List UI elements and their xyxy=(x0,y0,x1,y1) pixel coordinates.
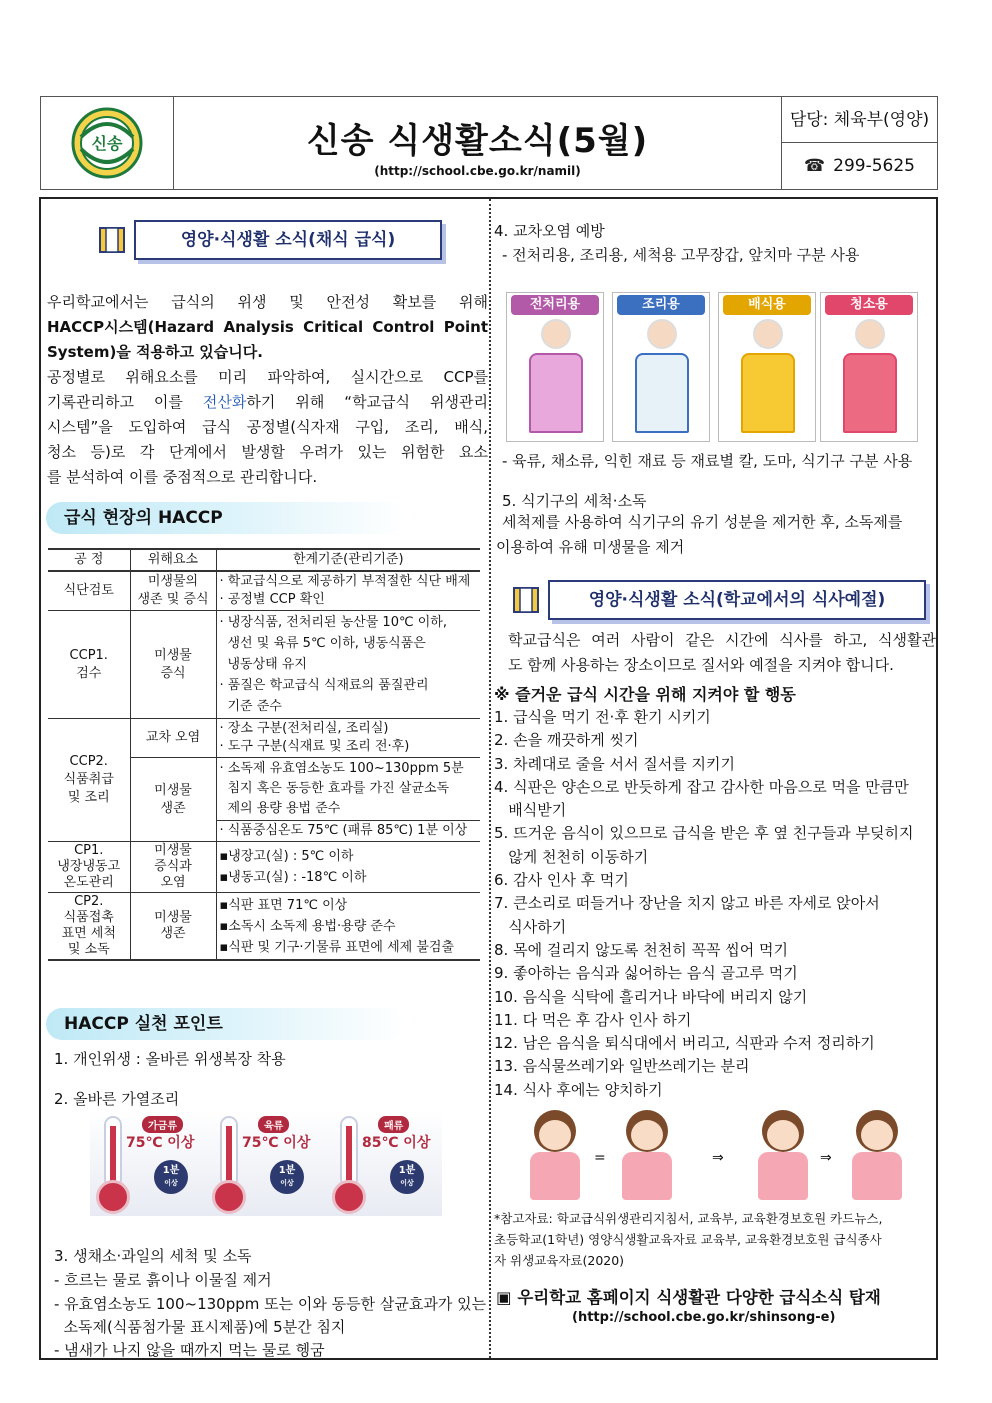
time-sub: 이상 xyxy=(164,1179,178,1187)
thermometer-bulb xyxy=(212,1180,246,1214)
criteria-line: · 학교급식으로 제공하기 부적절한 식단 배제 xyxy=(219,574,471,589)
food-tag: 패류 xyxy=(378,1116,409,1133)
point-3-item: - 흐르는 물로 흙이나 이물질 제거 xyxy=(54,1271,272,1289)
phone-box xyxy=(782,143,937,189)
rule-item: 9. 좋아하는 음식과 싫어하는 음식 골고루 먹기 xyxy=(494,964,798,983)
criteria-cell xyxy=(216,842,480,893)
school-logo xyxy=(41,97,174,189)
point-4-sub: - 전처리용, 조리용, 세척용 고무장갑, 앞치마 구분 사용 xyxy=(502,246,860,264)
temperature-label: 75℃ 이상 xyxy=(126,1135,195,1151)
criteria-cell xyxy=(216,611,480,719)
gown-card xyxy=(718,292,816,442)
worker-head xyxy=(855,319,885,349)
rule-item: 14. 식사 후에는 양치하기 xyxy=(494,1080,663,1099)
footer-title: ▣ 우리학교 홈페이지 식생활관 다양한 급식소식 탑재 xyxy=(496,1288,881,1307)
rule-item: 7. 큰소리로 떠들거나 장난을 치지 않고 바른 자세로 앉아서 xyxy=(494,894,880,913)
point-3: 3. 생채소·과일의 세척 및 소독 xyxy=(54,1247,252,1265)
apron xyxy=(529,353,583,433)
sequence-arrow: ⇒ xyxy=(712,1150,724,1166)
time-sub: 이상 xyxy=(280,1179,294,1187)
point-5-text xyxy=(496,510,934,560)
process-cell: CP1. 냉장냉동고 온도관리 xyxy=(48,842,130,893)
banner-etiquette xyxy=(548,580,926,620)
thermometer-bulb xyxy=(332,1180,366,1214)
kid-illustration xyxy=(748,1110,818,1202)
rules-title: ※ 즐거운 급식 시간을 위해 지켜야 할 행동 xyxy=(494,685,796,704)
reference xyxy=(494,1208,936,1271)
criteria-line: ▪냉장고(실) : 5℃ 이하 xyxy=(219,849,354,864)
reference-line: *참고자료: 학교급식위생관리지침서, 교육부, 교육환경보호원 카드뉴스, xyxy=(494,1211,883,1226)
reference-line: 자 위생교육자료(2020) xyxy=(494,1253,625,1268)
column-header: 한계기준(관리기준) xyxy=(216,549,480,571)
criteria-cell xyxy=(216,571,480,611)
time-badge xyxy=(154,1160,188,1194)
food-tag: 육류 xyxy=(258,1116,289,1133)
apron xyxy=(843,353,897,433)
process-cell: 식단검토 xyxy=(48,571,130,611)
intro-line: 시스템”을 도입하여 급식 공정별(식자재 구입, 조리, 배식, xyxy=(47,418,488,436)
criteria-cell xyxy=(216,758,480,821)
phone-number: 299-5625 xyxy=(833,156,916,176)
rule-item: 2. 손을 깨끗하게 씻기 xyxy=(494,731,639,750)
rule-item: 11. 다 먹은 후 감사 인사 하기 xyxy=(494,1010,692,1029)
hazard-cell: 미생물 생존 xyxy=(130,758,216,842)
criteria-line: · 도구 구분(식재료 및 조리 전·후) xyxy=(219,739,410,754)
hazard-cell: 미생물의 생존 및 증식 xyxy=(130,571,216,611)
notepad-icon xyxy=(506,580,546,620)
thermometer-tube xyxy=(104,1116,122,1188)
table-row xyxy=(48,611,480,719)
rule-item: 8. 목에 걸리지 않도록 천천히 꼭꼭 씹어 먹기 xyxy=(494,940,789,959)
intro-line: 청소 등)로 각 단계에서 발생할 우려가 있는 위험한 요소 xyxy=(47,443,488,461)
point-4: 4. 교차오염 예방 xyxy=(494,222,605,240)
point-3-item: - 유효염소농도 100~130ppm 또는 이와 동등한 살균효과가 있는 xyxy=(54,1295,487,1313)
gown-label: 전처리용 xyxy=(511,295,599,315)
table-row xyxy=(48,571,480,611)
thermometer xyxy=(332,1112,442,1212)
highlight-word: 전산화 xyxy=(202,393,247,411)
point-3-item: - 냄새가 나지 않을 때까지 먹는 물로 헹굼 xyxy=(54,1341,325,1359)
rules-list xyxy=(494,706,934,1102)
criteria-cell xyxy=(216,893,480,961)
rule-item: 5. 뜨거운 음식이 있으므로 급식을 받은 후 옆 친구들과 부딪히지 xyxy=(494,824,914,843)
etiquette-line: 도 함께 사용하는 장소이므로 질서와 예절을 지켜야 합니다. xyxy=(508,656,894,674)
reference-line: 초등학교(1학년) 영양식생활교육자료 교육부, 교육환경보호원 급식종사 xyxy=(494,1232,882,1247)
criteria-line: ▪냉동고(실) : -18℃ 이하 xyxy=(219,870,367,885)
point-3-item: 소독제(식품첨가물 표시제품)에 5분간 침지 xyxy=(54,1318,346,1336)
worker-head xyxy=(753,319,783,349)
criteria-line: · 식품중심온도 75℃ (패류 85℃) 1분 이상 xyxy=(219,823,468,838)
kid-illustration xyxy=(842,1110,912,1202)
criteria-line: · 품질은 학교급식 식재료의 품질관리 xyxy=(219,678,429,693)
point-5-line: 세척제를 사용하여 식기구의 유기 성분을 제거한 후, 소독제를 xyxy=(502,513,903,531)
temperature-label: 85℃ 이상 xyxy=(362,1135,431,1151)
gown-label: 조리용 xyxy=(617,295,705,315)
point-5-line: 이용하여 유해 미생물을 제거 xyxy=(496,538,685,556)
gown-label: 배식용 xyxy=(723,295,811,315)
criteria-line: · 냉장식품, 전처리된 농산물 10℃ 이하, xyxy=(219,615,447,630)
criteria-line: ▪소독시 소독제 용법·용량 준수 xyxy=(219,918,396,934)
rule-item: 4. 식판은 양손으로 반듯하게 잡고 감사한 마음으로 먹을 만큼만 xyxy=(494,777,909,796)
phone-icon: ☎ xyxy=(803,156,826,176)
time-value: 1분 xyxy=(398,1165,416,1176)
school-emblem-icon xyxy=(41,97,174,189)
thermometer xyxy=(96,1112,206,1212)
rule-item: 않게 천천히 이동하기 xyxy=(494,847,649,866)
rule-item: 6. 감사 인사 후 먹기 xyxy=(494,871,629,890)
intro-paragraph xyxy=(47,290,488,490)
criteria-line: 냉동상태 유지 xyxy=(227,657,307,672)
sequence-arrow: = xyxy=(594,1150,606,1166)
worker-head xyxy=(647,319,677,349)
criteria-cell xyxy=(216,719,480,758)
criteria-line: 기준 준수 xyxy=(227,699,282,714)
thermometer-bulb xyxy=(96,1180,130,1214)
page-title: 신송 식생활소식(5월) xyxy=(306,121,649,161)
intro-line: 공정별로 위해요소를 미리 파악하여, 실시간으로 CCP를 xyxy=(47,368,488,386)
kid-illustration xyxy=(520,1110,590,1202)
criteria-line: 제의 용량 용법 준수 xyxy=(227,801,341,816)
gown-card xyxy=(820,292,918,442)
criteria-line: 침지 혹은 동등한 효과를 가진 살균소독 xyxy=(227,781,450,796)
apron xyxy=(635,353,689,433)
time-value: 1분 xyxy=(162,1165,180,1176)
gown-card xyxy=(506,292,604,442)
thermometer-tube xyxy=(220,1116,238,1188)
point-5: 5. 식기구의 세척·소독 xyxy=(502,492,647,510)
time-value: 1분 xyxy=(278,1165,296,1176)
intro-line: 기록관리하고 이를 전산화하기 위해 “학교급식 위생관리 xyxy=(47,393,488,411)
rule-item: 12. 남은 음식을 퇴식대에서 버리고, 식판과 수저 정리하기 xyxy=(494,1034,875,1053)
gown-label: 청소용 xyxy=(825,295,913,315)
apron xyxy=(741,353,795,433)
rule-item: 1. 급식을 먹기 전·후 환기 시키기 xyxy=(494,708,711,726)
hazard-cell: 미생물 증식 xyxy=(130,611,216,719)
process-cell: CCP1. 검수 xyxy=(48,611,130,719)
column-header: 공 정 xyxy=(48,549,130,571)
title-box xyxy=(174,97,782,189)
kid-illustration xyxy=(612,1110,682,1202)
etiquette-intro xyxy=(508,628,936,678)
staff-label: 담당: 체육부(영양) xyxy=(782,97,937,143)
food-tag: 가금류 xyxy=(142,1116,183,1133)
table-row xyxy=(48,719,480,758)
intro-line: HACCP시스템(Hazard Analysis Critical Control Point xyxy=(47,318,488,336)
time-badge xyxy=(390,1160,424,1194)
column-header: 위해요소 xyxy=(130,549,216,571)
worker-head xyxy=(541,319,571,349)
footer-url: (http://school.cbe.go.kr/shinsong-e) xyxy=(572,1310,836,1325)
rule-item: 3. 차례대로 줄을 서서 질서를 지키기 xyxy=(494,754,736,773)
thermometer xyxy=(212,1112,322,1212)
criteria-line: 생선 및 육류 5℃ 이하, 냉동식품은 xyxy=(227,636,426,651)
newsletter-header xyxy=(40,96,938,190)
section-haccp-site: 급식 현장의 HACCP xyxy=(46,502,406,534)
criteria-line: · 공정별 CCP 확인 xyxy=(219,592,325,607)
point-4-sub2: - 육류, 채소류, 익힌 재료 등 재료별 칼, 도마, 식기구 구분 사용 xyxy=(502,452,913,470)
logo-text: 신송 xyxy=(91,134,123,153)
thermometer-tube xyxy=(340,1116,358,1188)
criteria-line: ▪식판 및 기구·기물류 표면에 세제 불검출 xyxy=(219,939,455,955)
rule-item: 13. 음식물쓰레기와 일반쓰레기는 분리 xyxy=(494,1057,750,1076)
header-url: (http://school.cbe.go.kr/namil) xyxy=(374,164,581,178)
banner-text: 영양·식생활 소식(채식 급식) xyxy=(180,230,396,250)
criteria-cell xyxy=(216,821,480,842)
hazard-cell: 미생물 생존 xyxy=(130,893,216,961)
rule-item: 10. 음식을 식탁에 흘리거나 바닥에 버리지 않기 xyxy=(494,987,808,1006)
table-row xyxy=(48,842,480,893)
notepad-icon xyxy=(92,220,132,260)
banner-text: 영양·식생활 소식(학교에서의 식사예절) xyxy=(588,590,886,610)
hazard-cell: 미생물 증식과 오염 xyxy=(130,842,216,893)
intro-line: 를 분석하여 이를 중점적으로 관리합니다. xyxy=(47,468,318,486)
gown-card xyxy=(612,292,710,442)
table-header-row xyxy=(48,549,480,571)
temperature-label: 75℃ 이상 xyxy=(242,1135,311,1151)
intro-line: System)을 적용하고 있습니다. xyxy=(47,343,263,361)
sequence-arrow: ⇒ xyxy=(820,1150,832,1166)
haccp-table xyxy=(48,548,480,961)
process-cell: CCP2. 식품취급 및 조리 xyxy=(48,719,130,842)
criteria-line: ▪식판 표면 71℃ 이상 xyxy=(219,897,348,913)
rule-item: 식사하기 xyxy=(494,917,567,936)
process-cell: CP2. 식품접촉 표면 세척 및 소독 xyxy=(48,893,130,961)
table-row xyxy=(48,893,480,961)
criteria-line: · 소독제 유효염소농도 100~130ppm 5분 xyxy=(219,761,464,776)
criteria-line: · 장소 구분(전처리실, 조리실) xyxy=(219,721,389,736)
etiquette-line: 학교급식은 여러 사람이 같은 시간에 식사를 하고, 식생활관 xyxy=(508,631,936,649)
column-divider xyxy=(489,199,491,1358)
banner-vegetarian xyxy=(134,220,442,260)
point-1: 1. 개인위생 : 올바른 위생복장 착용 xyxy=(54,1050,286,1068)
time-sub: 이상 xyxy=(400,1179,414,1187)
time-badge xyxy=(270,1160,304,1194)
point-2: 2. 올바른 가열조리 xyxy=(54,1090,180,1108)
section-haccp-points: HACCP 실천 포인트 xyxy=(46,1008,406,1040)
hazard-cell: 교차 오염 xyxy=(130,719,216,758)
rule-item: 배식받기 xyxy=(494,801,567,820)
intro-line: 우리학교에서는 급식의 위생 및 안전성 확보를 위해 xyxy=(47,293,488,311)
